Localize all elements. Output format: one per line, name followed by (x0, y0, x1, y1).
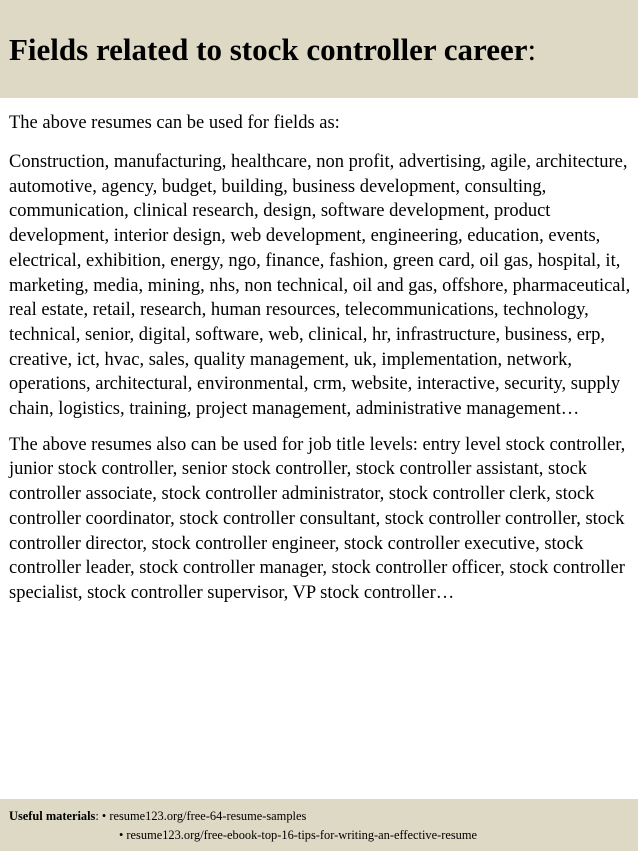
useful-materials-colon: : (95, 809, 102, 823)
intro-text: The above resumes can be used for fields as: (9, 113, 340, 133)
useful-materials-footer (0, 799, 638, 851)
resource-link-ebook[interactable]: • resume123.org/free-ebook-top-16-tips-for-writing-an-effective-resume (119, 828, 478, 842)
useful-materials-label: Useful materials (9, 809, 96, 823)
footer-row-1 (9, 807, 638, 826)
job-levels-text: The above resumes also can be used for job title levels: entry level stock controller, junior stock controller, senior stock controller, stock controller assistant, stock controller associate, stock controller administrator, stock controller clerk, stock controller coordinator, stock controller consultant, stock controller controller, stock controller director, stock controller engineer, stock controller executive, stock controller leader, stock controller manager, stock controller officer, stock controller specialist, stock controller supervisor, VP stock controller… (9, 434, 626, 603)
page-title-colon: : (527, 32, 537, 67)
resource-link-samples[interactable]: • resume123.org/free-64-resume-samples (101, 809, 307, 823)
page-title-text: Fields related to stock controller career (9, 32, 528, 67)
title-banner (0, 0, 638, 98)
page-title (9, 30, 638, 70)
main-content (9, 110, 633, 606)
fields-list-text: Construction, manufacturing, healthcare, non profit, advertising, agile, architecture, automotive, agency, budget, building, business development, consulting, communication, clinical research, design, software development, product development, interior design, web development, engineering, education, events, electrical, exhibition, energy, ngo, finance, fashion, green card, oil gas, hospital, it, marketing, media, mining, nhs, non technical, oil and gas, offshore, pharmaceutical, real estate, retail, research, human resources, telecommunications, technology, technical, senior, digital, software, web, clinical, hr, infrastructure, business, erp, creative, ict, hvac, sales, quality management, uk, implementation, network, operations, architectural, environmental, crm, website, interactive, security, supply chain, logistics, training, project management, administrative management… (9, 152, 631, 420)
footer-row-2 (9, 826, 638, 845)
